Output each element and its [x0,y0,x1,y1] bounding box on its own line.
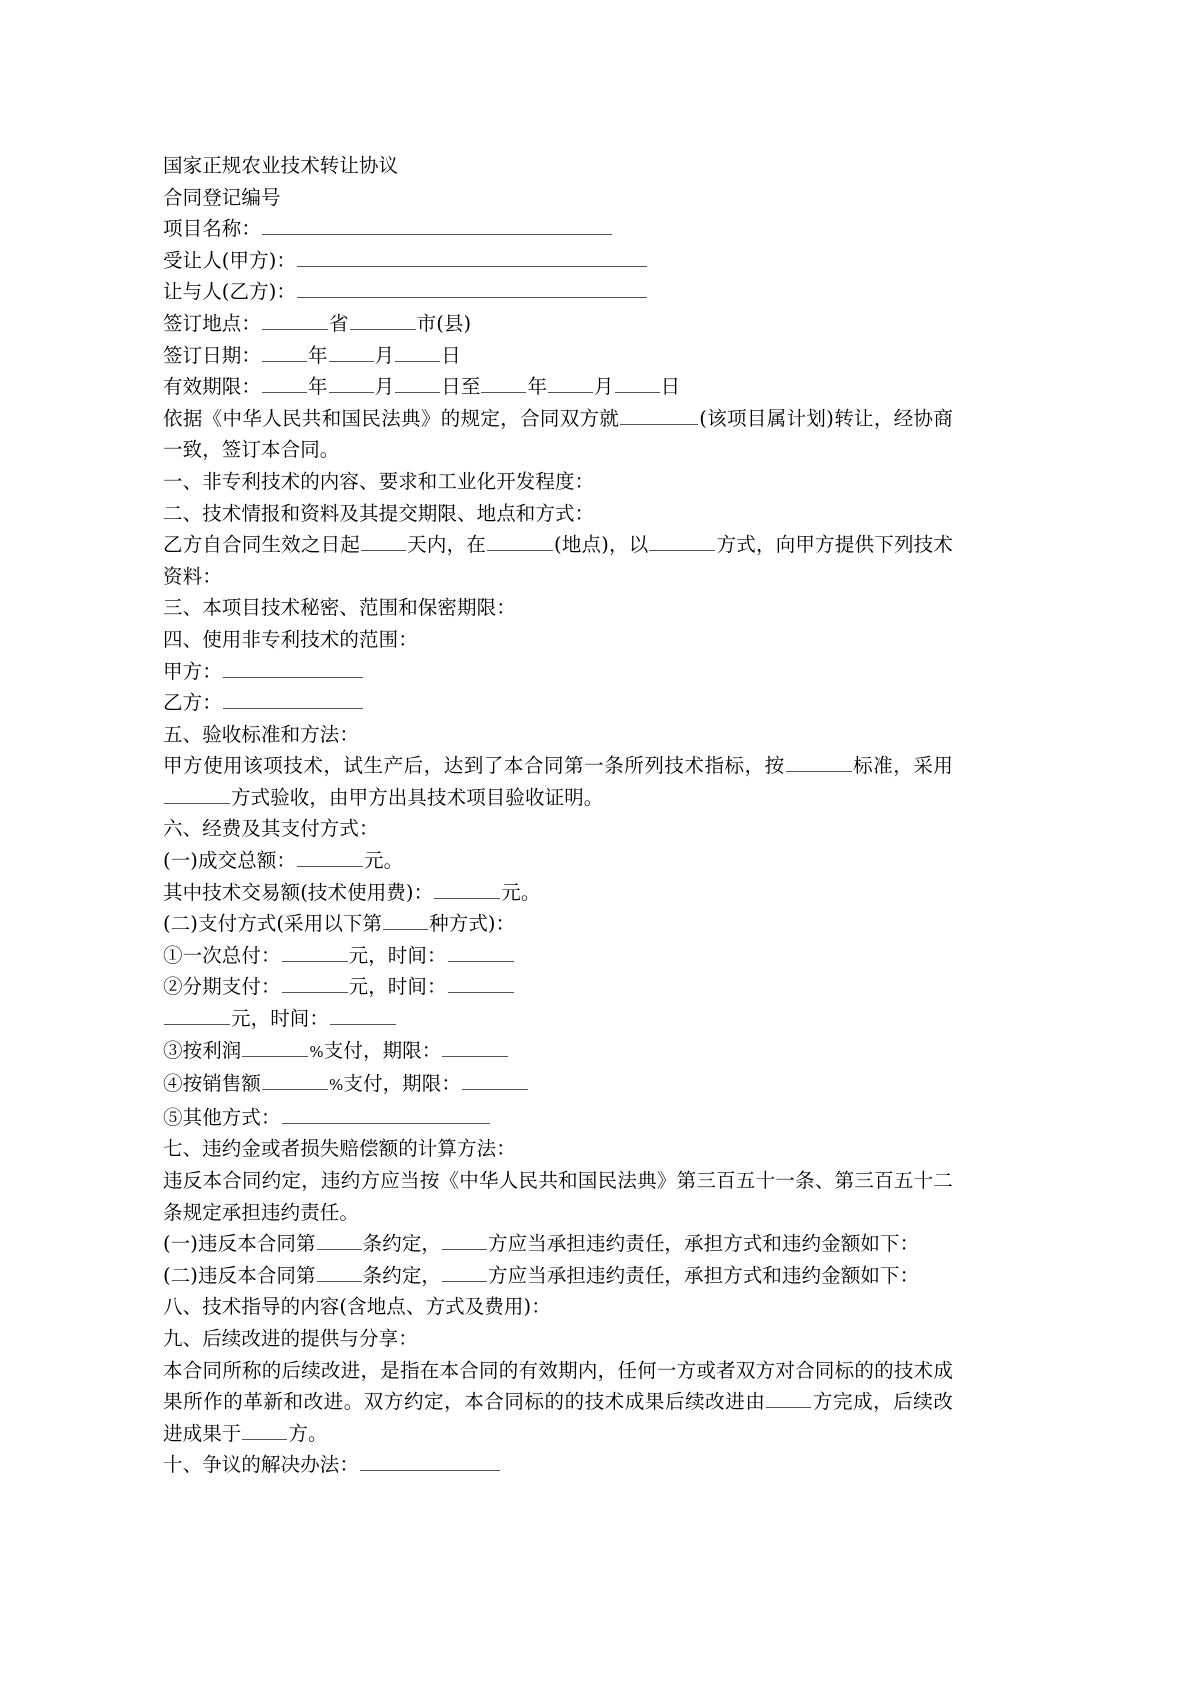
sign-place-province-blank[interactable] [262,311,328,330]
clause-9-improver-blank[interactable] [766,1389,811,1408]
sign-place-label: 签订地点： [163,311,262,335]
clause-8-text: 八、技术指导的内容(含地点、方式及费用)： [163,1295,551,1319]
party-a-scope-line [163,656,953,688]
transferor-blank[interactable] [297,279,647,298]
payment-option-1-time-blank[interactable] [448,943,514,962]
valid-from-year-unit: 年 [308,375,328,399]
clause-10-heading [163,1449,953,1481]
clause-9-body-part2: 方完成，后续改进成果于 [163,1390,953,1445]
valid-to-month-unit: 月 [594,375,614,399]
preamble-text-part2: (该项目属计划)转让，经协商一致，签订本合同。 [163,406,953,462]
clause-6-payment-method-suffix: 种方式)： [429,912,516,936]
payment-option-1-time-label: 元，时间： [348,943,447,967]
clause-2-body-part4: 方式，向甲方提供下列技术资料： [163,533,953,588]
payment-option-4-term-blank[interactable] [462,1071,528,1090]
clause-2-text: 二、技术情报和资料及其提交期限、地点和方式： [163,501,595,525]
sign-place-line [163,308,953,340]
clause-9-body-part1: 本合同所称的后续改进，是指在本合同的有效期内，任何一方或者双方对合同标的的技术成果所作的革新和改进。双方约定，本合同标的的技术成果后续改进由 [163,1358,953,1414]
payment-option-3-line [163,1035,953,1069]
clause-2-place-blank[interactable] [487,532,553,551]
valid-from-month-unit: 月 [374,375,395,399]
clause-7-item-1-part3: 方应当承担违约责任，承担方式和违约金额如下： [488,1232,920,1256]
clause-6-payment-method-blank[interactable] [383,911,428,930]
transferee-blank[interactable] [297,248,647,267]
valid-period-to-label: 日至 [441,375,481,399]
payment-option-4-rate-blank[interactable] [262,1071,328,1090]
project-name-line [163,213,953,245]
payment-option-4-term-label: 支付，期限： [343,1072,461,1096]
clause-3-heading [163,592,953,624]
payment-option-3-rate-blank[interactable] [242,1038,308,1057]
payment-option-3-percent-sign: % [309,1042,324,1061]
transferee-label: 受让人(甲方)： [163,248,297,272]
clause-3-text: 三、本项目技术秘密、范围和保密期限： [163,596,516,620]
clause-2-days-blank[interactable] [361,532,406,551]
clause-7-item-2-party-blank[interactable] [442,1263,487,1282]
valid-from-year-blank[interactable] [262,374,307,393]
clause-6-total-blank[interactable] [297,848,363,867]
valid-to-month-blank[interactable] [548,374,593,393]
clause-5-body-part3: 方式验收，由甲方出具技术项目验收证明。 [231,785,604,809]
clause-5-body-part1: 甲方使用该项技术，试生产后，达到了本合同第一条所列技术指标，按 [163,754,785,778]
clause-6-total-line [163,845,953,877]
clause-2-body-part3: (地点)，以 [554,533,649,557]
payment-option-1-amount-blank[interactable] [282,943,348,962]
payment-option-2-amount-blank[interactable] [282,975,348,994]
clause-6-total-label: (一)成交总额： [163,849,297,873]
clause-5-standard-blank[interactable] [786,753,852,772]
clause-6-payment-method-label: (二)支付方式(采用以下第 [163,912,383,936]
document-content [163,132,953,1481]
clause-6-payment-method-line [163,908,953,940]
payment-option-2-label: ②分期支付： [163,975,281,999]
transferor-line [163,276,953,308]
payment-option-3-term-blank[interactable] [442,1038,508,1057]
clause-7-item-1-part2: 条约定， [362,1232,442,1256]
clause-6-tech-fee-blank[interactable] [434,880,500,899]
payment-option-3-term-label: 支付，期限： [323,1038,442,1062]
payment-option-5-blank[interactable] [282,1105,490,1124]
payment-option-2-time-label: 元，时间： [348,975,447,999]
clause-2-body-part1: 乙方自合同生效之日起 [163,533,361,557]
valid-from-day-blank[interactable] [395,374,440,393]
valid-to-year-blank[interactable] [481,374,526,393]
preamble-paragraph [163,403,953,466]
sign-date-label: 签订日期： [163,343,262,367]
clause-6-total-unit: 元。 [364,849,404,873]
payment-option-1-line [163,940,953,972]
clause-5-body-part2: 标准，采用 [852,754,953,778]
payment-option-2-line [163,971,953,1003]
valid-to-year-unit: 年 [527,375,548,399]
clause-7-item-1-party-blank[interactable] [442,1231,487,1250]
clause-1-text: 一、非专利技术的内容、要求和工业化开发程度： [163,469,595,493]
clause-10-text: 十、争议的解决办法： [163,1453,360,1477]
clause-6-tech-fee-line [163,877,953,909]
clause-7-item-2-part1: (二)违反本合同第 [163,1263,316,1287]
party-a-scope-blank[interactable] [223,659,363,678]
valid-from-month-blank[interactable] [329,374,374,393]
valid-period-line [163,371,953,403]
project-name-label: 项目名称： [163,217,262,241]
clause-9-body [163,1355,953,1450]
clause-1-heading [163,466,953,498]
sign-date-year-blank[interactable] [262,343,307,362]
clause-9-text: 九、后续改进的提供与分享： [163,1326,418,1350]
clause-2-heading [163,498,953,530]
sign-date-day-unit: 日 [441,343,461,367]
clause-2-body-part2: 天内，在 [407,533,487,557]
payment-option-2-time-blank-2[interactable] [330,1006,396,1025]
clause-6-heading [163,813,953,845]
clause-7-text: 七、违约金或者损失赔偿额的计算方法： [163,1137,516,1161]
clause-7-item-2-part2: 条约定， [362,1263,442,1287]
sign-place-province-unit: 省 [329,311,349,335]
sign-date-month-unit: 月 [374,343,395,367]
valid-to-day-blank[interactable] [615,374,660,393]
party-b-scope-line [163,687,953,719]
clause-10-blank[interactable] [360,1452,500,1471]
clause-4-text: 四、使用非专利技术的范围： [163,627,418,651]
valid-to-day-unit: 日 [660,375,681,399]
clause-9-ownership-blank[interactable] [242,1421,287,1440]
clause-7-item-2-part3: 方应当承担违约责任，承担方式和违约金额如下： [488,1263,920,1287]
clause-7-heading [163,1133,953,1165]
clause-5-body [163,750,953,813]
clause-2-body [163,529,953,592]
payment-option-4-line [163,1068,953,1102]
party-b-label: 乙方： [163,691,222,715]
clause-7-item-1-part1: (一)违反本合同第 [163,1232,316,1256]
clause-2-method-blank[interactable] [649,532,715,551]
clause-6-text: 六、经费及其支付方式： [163,817,379,841]
clause-7-item-1-line [163,1228,953,1260]
clause-9-body-part3: 方。 [288,1421,328,1445]
preamble-blank[interactable] [620,406,698,425]
payment-option-2-continued-line [163,1003,953,1035]
payment-option-2-time-label-2: 元，时间： [231,1007,330,1031]
registration-number-label: 合同登记编号 [163,185,281,209]
transferee-line [163,245,953,277]
clause-9-heading [163,1323,953,1355]
party-a-label: 甲方： [163,659,222,683]
registration-number-line [163,182,953,214]
clause-6-tech-fee-label: 其中技术交易额(技术使用费)： [163,880,434,904]
clause-7-item-2-article-blank[interactable] [317,1263,362,1282]
payment-option-5-label: ⑤其他方式： [163,1105,281,1129]
clause-7-item-1-article-blank[interactable] [317,1231,362,1250]
clause-5-heading [163,719,953,751]
sign-date-line [163,340,953,372]
clause-7-body [163,1165,953,1228]
transferor-label: 让与人(乙方)： [163,280,297,304]
clause-7-body-text: 违反本合同约定，违约方应当按《中华人民共和国民法典》第三百五十一条、第三百五十二条规定承担违约责任。 [163,1169,953,1224]
payment-option-1-label: ①一次总付： [163,943,281,967]
project-name-blank[interactable] [262,216,612,235]
clause-5-text: 五、验收标准和方法： [163,722,360,746]
payment-option-2-amount-blank-2[interactable] [164,1006,230,1025]
subtitle-text: 国家正规农业技术转让协议 [163,154,399,177]
payment-option-4-percent-sign: % [329,1076,344,1095]
sign-date-month-blank[interactable] [329,343,374,362]
payment-option-5-line [163,1102,953,1134]
sign-date-year-unit: 年 [308,343,328,367]
clause-6-tech-fee-unit: 元。 [501,880,541,904]
sign-date-day-blank[interactable] [395,343,440,362]
clause-7-item-2-line [163,1260,953,1292]
payment-option-2-time-blank[interactable] [448,975,514,994]
party-b-scope-blank[interactable] [223,690,363,709]
clause-4-heading [163,624,953,656]
clause-8-heading [163,1291,953,1323]
sign-place-city-blank[interactable] [350,311,416,330]
preamble-text-part1: 依据《中华人民共和国民法典》的规定，合同双方就 [163,406,620,430]
payment-option-4-label: ④按销售额 [163,1072,262,1096]
payment-option-3-label: ③按利润 [163,1038,242,1062]
clause-5-method-blank[interactable] [164,785,230,804]
valid-period-label: 有效期限： [163,375,262,399]
sign-place-city-unit: 市(县) [416,311,472,335]
subtitle-line [163,150,953,182]
